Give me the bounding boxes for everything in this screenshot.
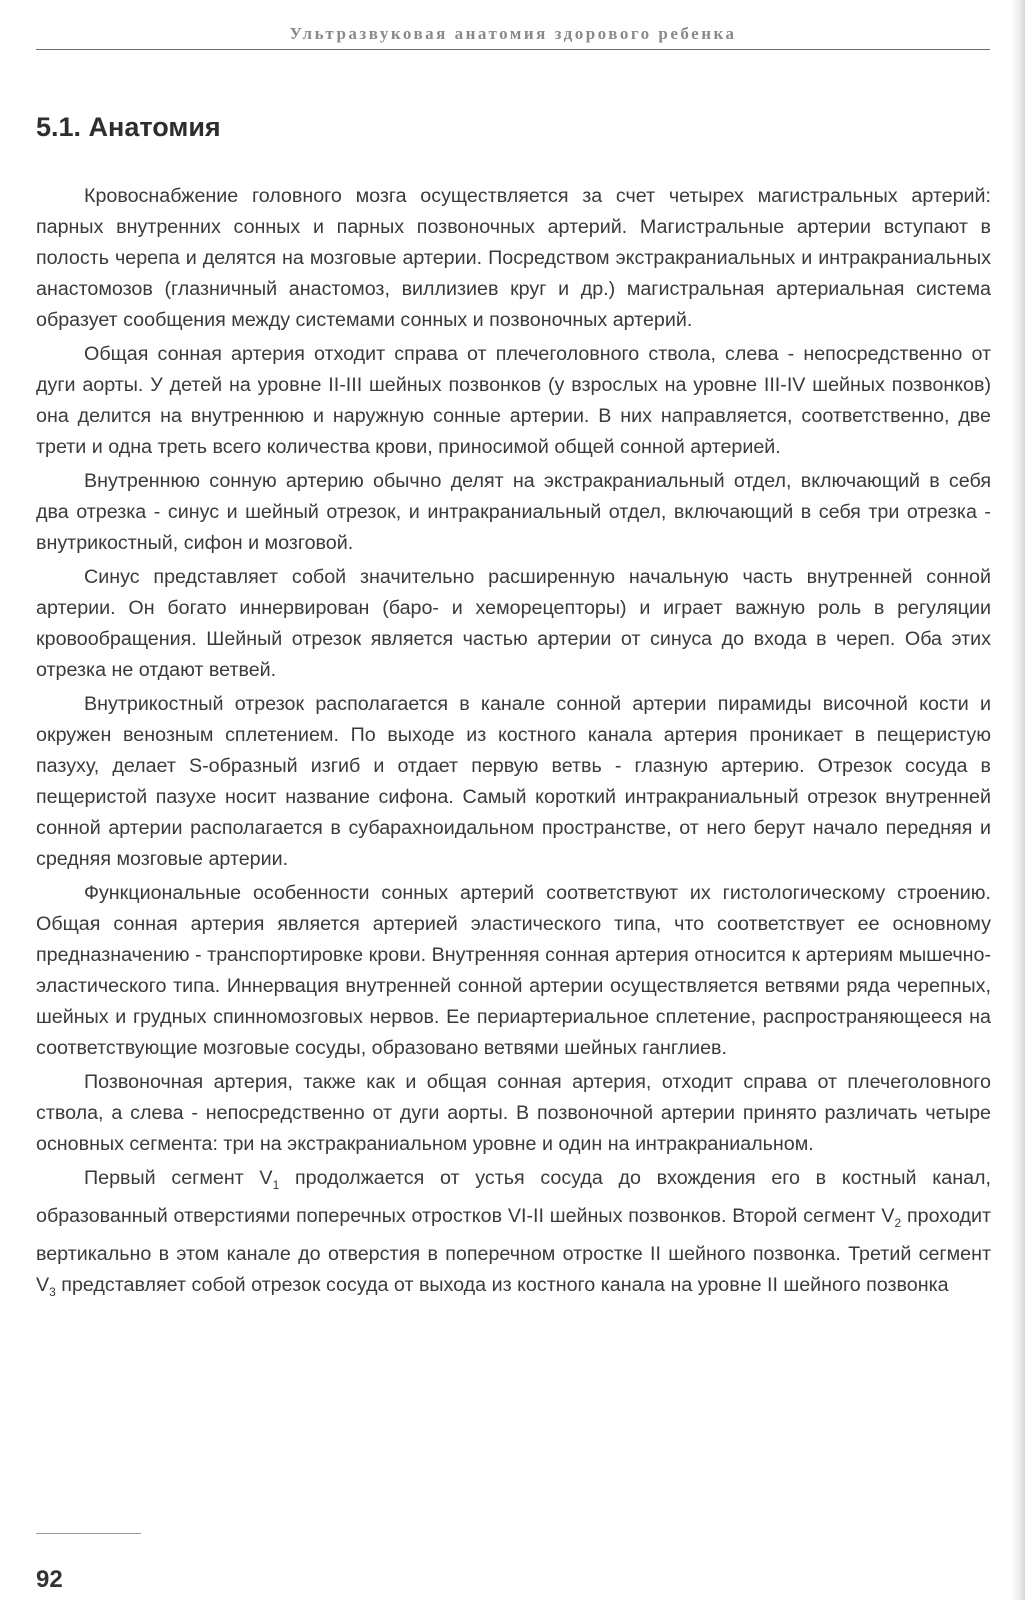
footer-rule [36, 1533, 141, 1534]
paragraph: Внутрикостный отрезок располагается в канале сонной артерии пирамиды височной кости и окружен венозным сплетением. По выходе из костного канала артерия проникает в пещеристую пазуху, делает S-образный изгиб и отдает первую ветвь - глазную артерию. Отрезок сосуда в пещеристой пазухе носит название сифона. Самый короткий интракраниальный отрезок внутренней сонной артерии располагается в субарахноидальном пространстве, от него берут начало передняя и средняя мозговые артерии. [36, 693, 991, 870]
subscript: 2 [894, 1216, 902, 1230]
text-run: представляет собой отрезок сосуда от выхода из костного канала на уровне II шейного позвонка [55, 1274, 949, 1296]
subscript: 1 [272, 1178, 280, 1192]
section-title: 5.1. Анатомия [36, 112, 221, 142]
paragraph: Функциональные особенности сонных артерий соответствуют их гистологическому строению. Общая сонная артерия является артерией эластического типа, что соответствует ее основному предназначению - транспортировке крови. Внутренняя сонная артерия относится к артериям мышечно-эластического типа. Иннервация внутренней сонной артерии осуществляется ветвями ряда черепных, шейных и грудных спинномозговых нервов. Ее периартериальное сплетение, распространяющееся на соответствующие мозговые сосуды, образовано ветвями шейных ганглиев. [36, 882, 991, 1059]
header-rule [36, 49, 990, 50]
paragraph: Кровоснабжение головного мозга осуществляется за счет четырех магистральных артерий: парных внутренних сонных и парных позвоночных артерий. Магистральные артерии вступают в полость черепа и делятся на мозговые артерии. Посредством экстракраниальных и интракраниальных анастомозов (глазничный анастомоз, виллизиев круг и др.) магистральная артериальная система образует сообщения между системами сонных и позвоночных артерий. [36, 185, 991, 331]
body-text [36, 181, 991, 1311]
running-head: Ультразвуковая анатомия здорового ребенка [289, 24, 737, 43]
paragraph: Внутреннюю сонную артерию обычно делят на экстракраниальный отдел, включающий в себя два отрезка - синус и шейный отрезок, и интракраниальный отдел, включающий в себя три отрезка - внутрикостный, сифон и мозговой. [36, 470, 991, 554]
text-run: Первый сегмент V [84, 1167, 273, 1189]
text-run: проходит вертикально в этом канале до отверстия в поперечном отростке II шейного позвонка. Третий сегмент V [36, 1205, 991, 1296]
text-run: продолжается от устья сосуда до вхождения его в костный канал, образованный отверстиями поперечных отростков VI-II шейных позвонков. Второй сегмент V [36, 1167, 991, 1227]
page-number: 92 [36, 1566, 63, 1593]
paragraph: Общая сонная артерия отходит справа от плечеголовного ствола, слева - непосредственно от дуги аорты. У детей на уровне II-III шейных позвонков (у взрослых на уровне III-IV шейных позвонков) она делится на внутреннюю и наружную сонные артерии. В них направляется, соответственно, две трети и одна треть всего количества крови, приносимой общей сонной артерией. [36, 343, 991, 458]
paragraph: Позвоночная артерия, также как и общая сонная артерия, отходит справа от плечеголовного ствола, а слева - непосредственно от дуги аорты. В позвоночной артерии принято различать четыре основных сегмента: три на экстракраниальном уровне и один на интракраниальном. [36, 1071, 991, 1155]
paragraph-segments [36, 1163, 991, 1308]
page-edge-shadow [1011, 0, 1025, 1600]
subscript: 3 [49, 1285, 56, 1299]
paragraph: Синус представляет собой значительно расширенную начальную часть внутренней сонной артерии. Он богато иннервирован (баро- и хеморецепторы) и играет важную роль в регуляции кровообращения. Шейный отрезок является частью артерии от синуса до входа в череп. Оба этих отрезка не отдают ветвей. [36, 566, 991, 681]
